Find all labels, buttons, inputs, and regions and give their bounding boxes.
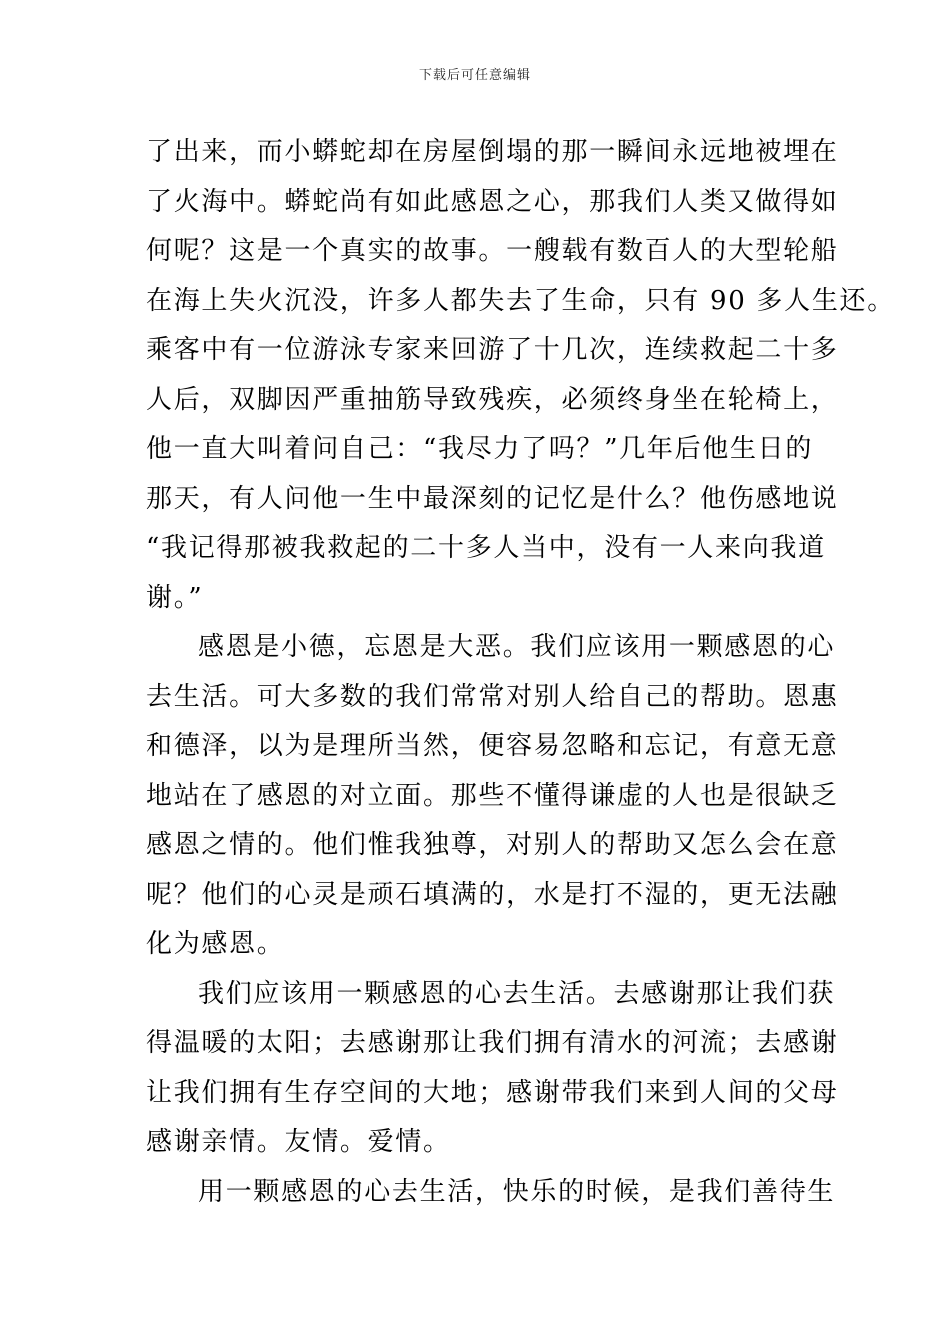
- text-line: 感谢亲情。友情。爱情。: [146, 1127, 451, 1157]
- text-line: 乘客中有一位游泳专家来回游了十几次，连续救起二十多: [146, 335, 839, 365]
- text-line: 谢。”: [146, 582, 204, 613]
- paragraph-first-line: 感恩是小德，忘恩是大恶。我们应该用一颗感恩的心: [198, 632, 836, 662]
- text-line: 感恩之情的。他们惟我独尊，对别人的帮助又怎么会在意: [146, 830, 839, 860]
- text-line: 去生活。可大多数的我们常常对别人给自己的帮助。恩惠: [146, 681, 839, 712]
- text-line: 地站在了感恩的对立面。那些不懂得谦虚的人也是很缺乏: [146, 780, 839, 811]
- text-line: 呢？他们的心灵是顽石填满的，水是打不湿的，更无法融: [146, 879, 839, 910]
- text-line: 他一直大叫着问自己：“我尽力了吗？”几年后他生日的: [146, 434, 814, 464]
- text-line: 人后，双脚因严重抽筋导致残疾，必须终身坐在轮椅上，: [146, 384, 839, 415]
- paragraph-first-line: 我们应该用一颗感恩的心去生活。去感谢那让我们获: [198, 978, 836, 1009]
- text-line: 了火海中。蟒蛇尚有如此感恩之心，那我们人类又做得如: [146, 186, 839, 217]
- text-line: “我记得那被我救起的二十多人当中，没有一人来向我道: [146, 533, 826, 563]
- text-line: 得温暖的太阳；去感谢那让我们拥有清水的河流；去感谢: [146, 1028, 839, 1058]
- text-line: 那天，有人问他一生中最深刻的记忆是什么？他伤感地说: [146, 483, 839, 514]
- paragraph-first-line: 用一颗感恩的心去生活，快乐的时候，是我们善待生: [198, 1176, 836, 1207]
- text-line: 和德泽，以为是理所当然，便容易忽略和忘记，有意无意: [146, 731, 839, 761]
- text-line: 化为感恩。: [146, 929, 285, 959]
- document-body: [146, 128, 895, 1217]
- text-line: 在海上失火沉没，许多人都失去了生命，只有 90 多人生还。: [146, 285, 895, 316]
- text-line: 了出来，而小蟒蛇却在房屋倒塌的那一瞬间永远地被埋在: [146, 137, 839, 167]
- text-line: 何呢？这是一个真实的故事。一艘载有数百人的大型轮船: [146, 236, 839, 266]
- text-line: 让我们拥有生存空间的大地；感谢带我们来到人间的父母: [146, 1077, 839, 1108]
- page-header: 下载后可任意编辑: [418, 68, 531, 83]
